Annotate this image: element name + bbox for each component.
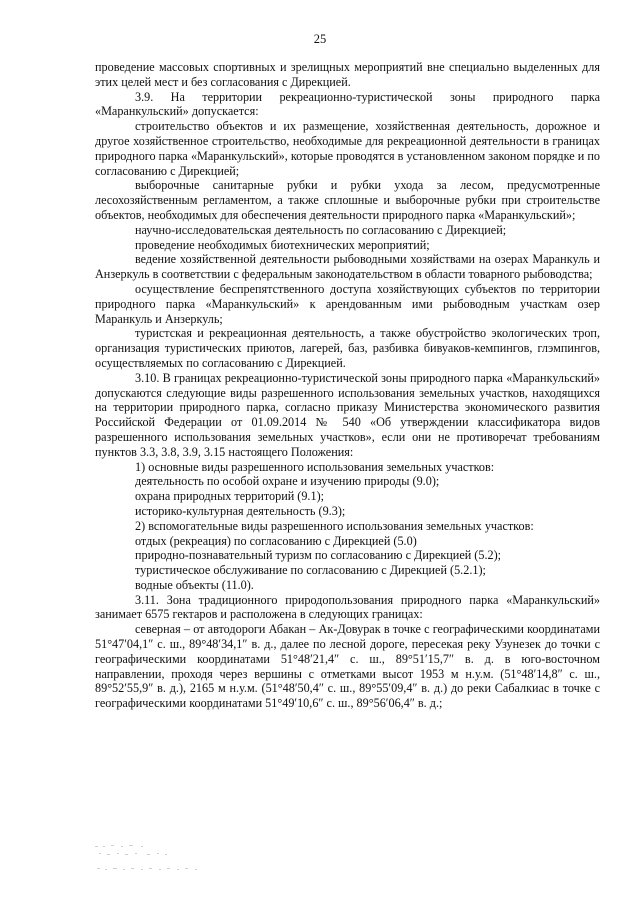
paragraph: проведение необходимых биотехнических мероприятий; bbox=[135, 237, 430, 252]
paragraph: выборочные санитарные рубки и рубки ухода за лесом, предусмотренные лесохозяйственным регламентом, а также сплошные и выборочные рубки при строительстве объектов, необходимых для обеспечения деятельности природного парка «Маранкульский»; bbox=[95, 178, 600, 222]
paragraph: водные объекты (11.0). bbox=[135, 577, 254, 592]
paragraph: туристическое обслуживание по согласованию с Дирекцией (5.2.1); bbox=[135, 563, 486, 578]
paragraph: отдых (рекреация) по согласованию с Дирекцией (5.0) bbox=[135, 533, 417, 548]
page-number: 25 bbox=[313, 32, 327, 46]
scan-artifact bbox=[95, 842, 205, 882]
paragraph: 3.11. Зона традиционного природопользования природного парка «Маранкульский» занимает 6575 гектаров и расположена в следующих границах: bbox=[95, 592, 600, 622]
paragraph: 3.10. В границах рекреационно-туристической зоны природного парка «Маранкульский» допускаются следующие виды разрешенного использования земельных участков, находящихся на территории природного парка, согласно приказу Министерства экономического развития Российской Федерации от 01.09.2014 № 540 «Об утверждении классификатора видов разрешенного использования земельных участков», если они не противоречат требованиям пунктов 3.3, 3.8, 3.9, 3.15 настоящего Положения: bbox=[95, 370, 600, 459]
paragraph: охрана природных территорий (9.1); bbox=[135, 489, 325, 504]
paragraph: 1) основные виды разрешенного использования земельных участков: bbox=[135, 459, 495, 474]
paragraph: деятельность по особой охране и изучению природы (9.0); bbox=[135, 474, 440, 489]
paragraph: 2) вспомогательные виды разрешенного использования земельных участков: bbox=[135, 518, 534, 533]
paragraph: 3.9. На территории рекреационно-туристической зоны природного парка «Маранкульский» допускается: bbox=[95, 89, 600, 119]
paragraph: ведение хозяйственной деятельности рыбоводными хозяйствами на озерах Маранкуль и Анзеркуль в соответствии с федеральным законодательством в области товарного рыбоводства; bbox=[95, 252, 600, 282]
paragraph: проведение массовых спортивных и зрелищных мероприятий вне специально выделенных для этих целей мест и без согласования с Дирекцией. bbox=[95, 60, 600, 89]
paragraph: природно-познавательный туризм по согласованию с Дирекцией (5.2); bbox=[135, 548, 502, 563]
paragraph: осуществление беспрепятственного доступа хозяйствующих субъектов по территории природного парка «Маранкульский» к арендованным ими рыбоводным участкам озер Маранкуль и Анзеркуль; bbox=[95, 281, 600, 326]
paragraph: туристская и рекреационная деятельность, а также обустройство экологических троп, организация туристических приютов, лагерей, баз, разбивка бивуаков-кемпингов, глэмпингов, осуществляемых по согласованию с Дирекцией. bbox=[95, 326, 600, 370]
paragraph: научно-исследовательская деятельность по согласованию с Дирекцией; bbox=[135, 222, 507, 237]
paragraph: строительство объектов и их размещение, хозяйственная деятельность, дорожное и другое хозяйственное строительство, необходимые для рекреационной деятельности в границах природного парка «Маранкульский», которые проводятся в установленном законом порядке и по согласованию с Дирекцией; bbox=[95, 119, 600, 178]
paragraph: историко-культурная деятельность (9.3); bbox=[135, 503, 346, 518]
paragraph: северная – от автодороги Абакан – Ак-Довурак в точке с географическими координатами 51°47′04,1″ с. ш., 89°48′34,1″ в. д., далее по лесной дороге, пересекая реку Узунезек до точки с географическими координатами 51°48′21,4″ с. ш., 89°51′15,7″ в. д. в юго-восточном направлении, проходя через вершины с отметками высот 1953 м н.у.м. (51°48′14,8″ с. ш., 89°52′55,9″ в. д.), 2165 м н.у.м. (51°48′50,4″ с. ш., 89°55′09,4″ в. д.) до реки Сабалкиас в точке с географическими координатами 51°49′10,6″ с. ш., 89°56′06,4″ в. д.; bbox=[95, 622, 600, 711]
document-body bbox=[95, 60, 600, 711]
